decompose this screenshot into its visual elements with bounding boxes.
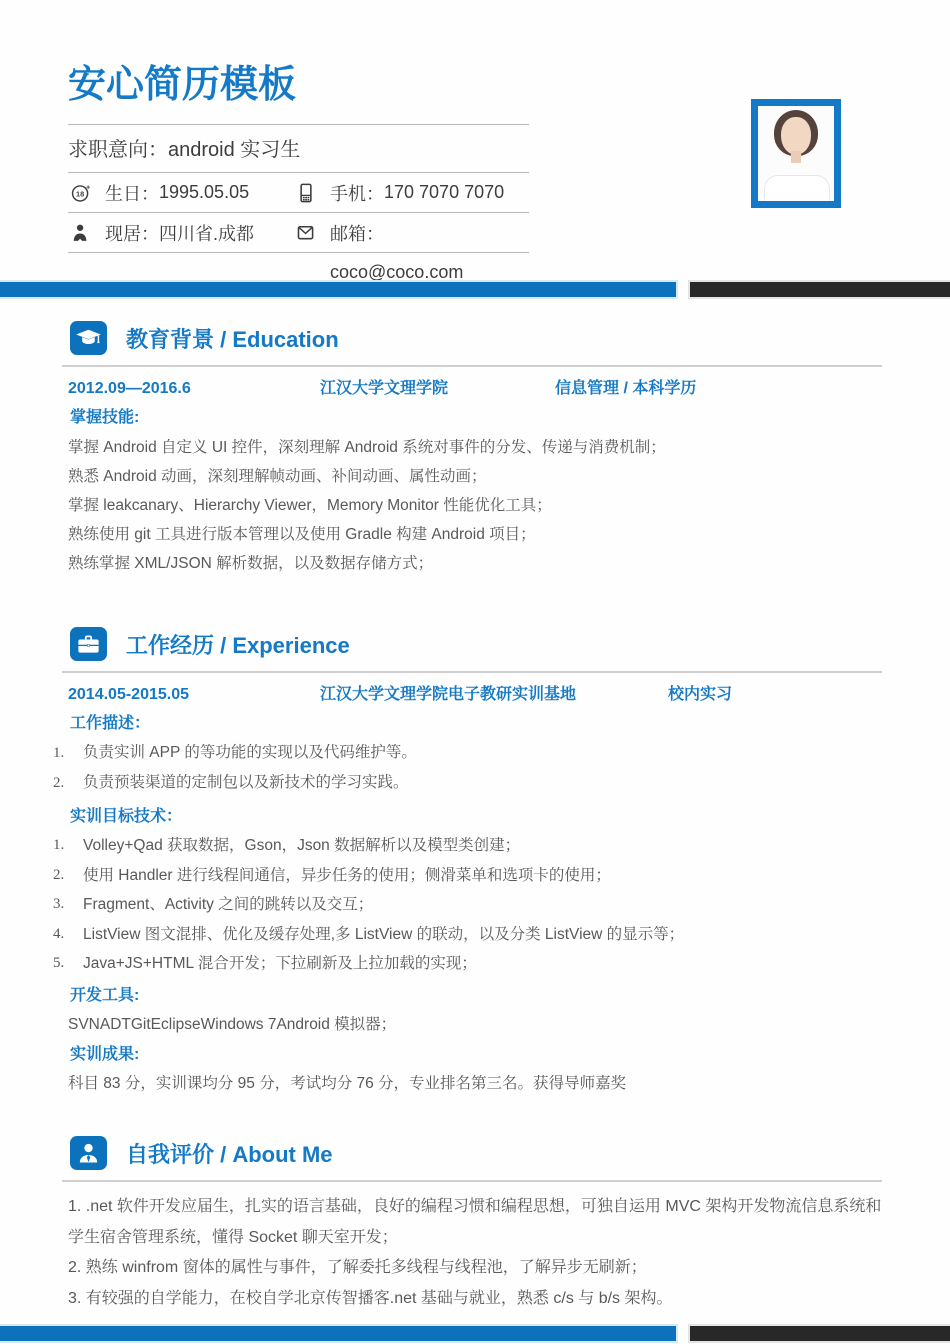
list-text: Volley+Qad 获取数据，Gson，Json 数据解析以及模型类创建； — [83, 837, 521, 854]
education-major: 信息管理 / 本科学历 — [555, 380, 697, 397]
section-education — [68, 321, 882, 578]
experience-period: 2014.05-2015.05 — [68, 686, 189, 703]
experience-title: 工作经历 / Experience — [126, 632, 350, 658]
experience-type: 校内实习 — [668, 686, 733, 703]
email-value: coco@coco.com — [330, 262, 464, 282]
divider — [62, 365, 882, 367]
about-title: 自我评价 / About Me — [126, 1141, 333, 1167]
bottom-divider-band — [0, 1326, 950, 1341]
list-item — [53, 831, 882, 861]
band-blue-segment — [0, 1326, 676, 1341]
list-item — [53, 738, 882, 768]
dev-tools-label: 开发工具: — [70, 986, 140, 1004]
job-intention-label: 求职意向： — [68, 139, 168, 161]
list-item — [53, 920, 882, 950]
phone-label: 手机： — [330, 183, 384, 204]
header — [68, 0, 529, 283]
training-result-label: 实训成果: — [70, 1045, 140, 1063]
photo-face — [781, 117, 811, 155]
dev-tools-value: SVNADTGitEclipseWindows 7Android 模拟器； — [68, 1015, 397, 1033]
residence-value: 四川省.成都 — [159, 223, 255, 244]
band-dark-segment — [690, 1326, 950, 1341]
list-text: ListView 图文混排、优化及缓存处理,多 ListView 的联动，以及分类 ListView 的显示等； — [83, 925, 685, 943]
work-desc-list — [53, 738, 882, 798]
skill-item: 熟悉 Android 动画，深刻理解帧动画、补间动画、属性动画； — [68, 468, 487, 485]
target-tech-label: 实训目标技术： — [70, 808, 183, 825]
person-icon — [70, 1136, 107, 1170]
phone-cell — [295, 180, 529, 206]
work-desc-label: 工作描述： — [70, 715, 151, 732]
band-blue-segment — [0, 282, 676, 297]
list-item — [53, 949, 882, 979]
job-intention-value: android 实习生 — [168, 139, 301, 161]
email-cell — [295, 220, 529, 246]
band-dark-segment — [690, 282, 950, 297]
experience-meta-row — [68, 685, 882, 705]
list-text: 使用 Handler 进行线程间通信，异步任务的使用；侧滑菜单和选项卡的使用； — [83, 866, 611, 884]
briefcase-icon — [70, 627, 107, 661]
envelope-icon — [295, 222, 317, 244]
list-number: 1. — [53, 837, 65, 853]
list-item — [53, 768, 882, 798]
page-title: 安心简历模板 — [68, 64, 297, 106]
list-text: Fragment、Activity 之间的跳转以及交互； — [83, 896, 374, 913]
education-meta-row — [68, 379, 882, 399]
job-intention — [68, 125, 529, 172]
divider — [62, 1180, 882, 1182]
about-item: 3. 有较强的自学能力，在校自学北京传智播客.net 基础与就业，熟悉 c/s 与 b/s 架构。 — [68, 1289, 673, 1307]
skill-item: 掌握 Android 自定义 UI 控件，深刻理解 Android 系统对事件的分发、传递与消费机制； — [68, 439, 666, 456]
education-period: 2012.09—2016.6 — [68, 380, 191, 397]
education-header — [68, 321, 882, 355]
contact-row-1 — [68, 173, 529, 213]
about-list — [68, 1192, 882, 1314]
skill-item: 熟练使用 git 工具进行版本管理以及使用 Gradle 构建 Android 项目； — [68, 526, 536, 543]
id-photo — [751, 99, 841, 208]
about-header — [68, 1136, 882, 1170]
education-title: 教育背景 / Education — [126, 326, 339, 352]
skills-list — [68, 433, 882, 578]
graduation-cap-icon — [70, 321, 107, 355]
phone-value: 170 7070 7070 — [384, 182, 505, 202]
list-number: 4. — [53, 925, 65, 942]
list-text: 负责实训 APP 的等功能的实现以及代码维护等。 — [83, 744, 417, 761]
about-item: 1. .net 软件开发应届生，扎实的语言基础，良好的编程习惯和编程思想，可独自运用 MVC 架构开发物流信息系统和学生宿舍管理系统，懂得 Socket 聊天室开发； — [68, 1198, 882, 1246]
birthday-cell — [68, 180, 295, 206]
skills-label: 掌握技能: — [70, 409, 140, 426]
top-divider-band — [0, 282, 950, 297]
skill-item: 熟练掌握 XML/JSON 解析数据，以及数据存储方式； — [68, 555, 434, 572]
about-item: 2. 熟练 winfrom 窗体的属性与事件，了解委托多线程与线程池，了解异步无刷新； — [68, 1259, 647, 1276]
18-plus-icon — [70, 182, 92, 204]
divider — [62, 671, 882, 673]
svg-text:+: + — [86, 181, 91, 191]
section-experience — [53, 627, 882, 1098]
svg-text:18: 18 — [76, 188, 85, 198]
section-about — [68, 1136, 882, 1314]
experience-company: 江汉大学文理学院电子教研实训基地 — [320, 686, 577, 703]
email-label: 邮箱： — [330, 223, 384, 244]
list-number: 2. — [53, 775, 65, 791]
list-text: 负责预装渠道的定制包以及新技术的学习实践。 — [83, 774, 409, 791]
list-number: 1. — [53, 745, 65, 761]
skill-item: 掌握 leakcanary、Hierarchy Viewer，Memory Monitor 性能优化工具； — [68, 497, 552, 514]
birthday-value: 1995.05.05 — [159, 182, 250, 202]
list-number: 5. — [53, 955, 65, 971]
list-number: 3. — [53, 896, 65, 912]
list-text: Java+JS+HTML 混合开发；下拉刷新及上拉加载的实现； — [83, 955, 477, 972]
person-pin-icon — [70, 222, 92, 244]
mobile-phone-icon — [295, 182, 317, 204]
list-item — [53, 890, 882, 920]
target-tech-list — [53, 831, 882, 979]
photo-shirt — [764, 175, 830, 208]
photo-neck — [791, 151, 801, 163]
education-school: 江汉大学文理学院 — [320, 380, 449, 397]
residence-cell — [68, 220, 295, 246]
list-number: 2. — [53, 866, 65, 883]
birthday-label: 生日： — [105, 183, 159, 204]
list-item — [53, 861, 882, 891]
training-result-value: 科目 83 分，实训课均分 95 分，考试均分 76 分，专业排名第三名。获得导师嘉奖 — [68, 1074, 627, 1092]
experience-header — [68, 627, 882, 661]
contact-row-2 — [68, 213, 529, 253]
residence-label: 现居： — [105, 223, 159, 244]
